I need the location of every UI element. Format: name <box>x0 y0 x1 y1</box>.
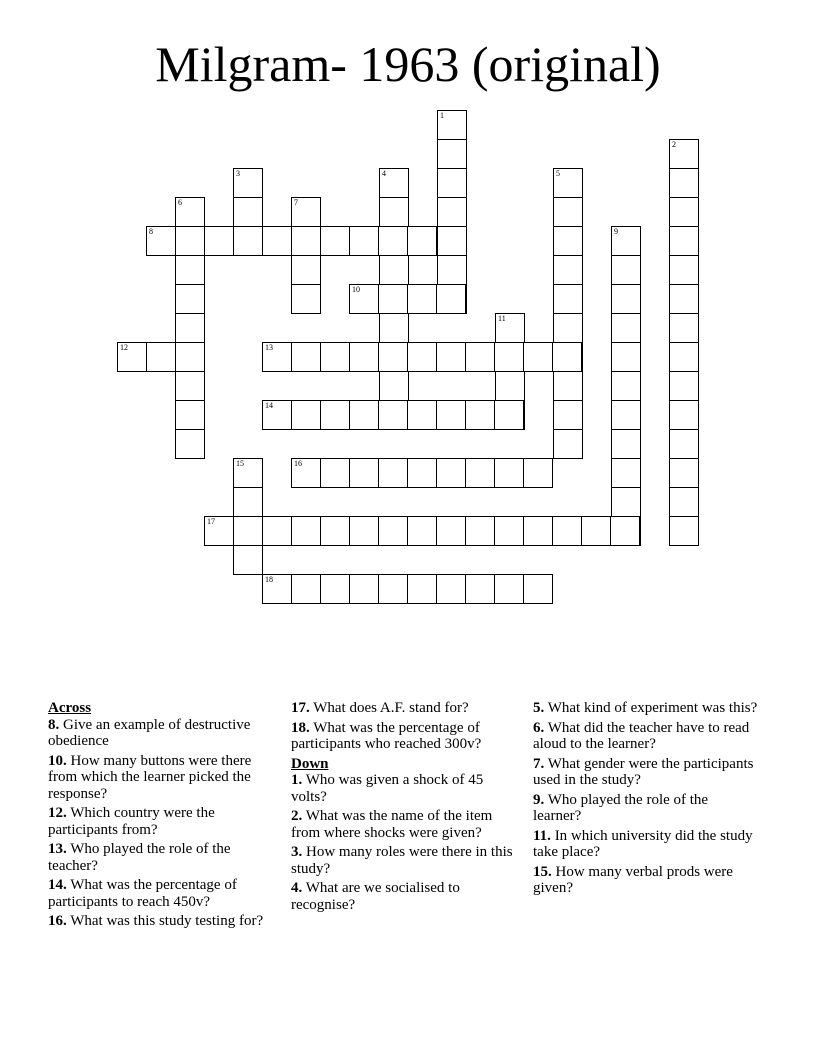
grid-cell[interactable] <box>262 226 292 256</box>
grid-cell[interactable] <box>407 516 437 546</box>
grid-cell[interactable] <box>378 226 408 256</box>
clue-label: 7. <box>533 755 545 772</box>
grid-cell[interactable] <box>436 574 466 604</box>
grid-cell[interactable] <box>291 284 321 314</box>
clue-label: 10. <box>48 752 67 769</box>
grid-cell-13[interactable] <box>262 342 292 372</box>
grid-cell[interactable] <box>669 313 699 343</box>
grid-cell[interactable] <box>669 342 699 372</box>
clue-text: What does A.F. stand for? <box>309 700 469 716</box>
grid-cell[interactable] <box>669 255 699 285</box>
grid-cell[interactable] <box>320 516 350 546</box>
grid-cell[interactable] <box>407 400 437 430</box>
grid-cell[interactable] <box>320 458 350 488</box>
clue-text: Who was given a shock of 45 volts? <box>291 772 484 805</box>
grid-cell[interactable] <box>320 574 350 604</box>
grid-cell[interactable] <box>495 371 525 401</box>
clue-label: 13. <box>48 841 67 857</box>
grid-cell[interactable] <box>436 458 466 488</box>
clue-item <box>533 864 758 897</box>
clue-label: 3. <box>291 844 303 860</box>
clue-text: What was the percentage of participants who reached 300v? <box>291 719 482 752</box>
grid-cell[interactable] <box>494 516 524 546</box>
clue-number: 7 <box>294 198 298 207</box>
clue-label: 16. <box>48 913 67 929</box>
grid-cell[interactable] <box>611 371 641 401</box>
clue-number: 11 <box>498 314 506 323</box>
clue-item <box>533 792 758 825</box>
section-heading: Down <box>291 755 329 772</box>
grid-cell[interactable] <box>378 574 408 604</box>
grid-cell[interactable] <box>291 226 321 256</box>
grid-cell[interactable] <box>669 197 699 227</box>
grid-cell[interactable] <box>494 400 524 430</box>
grid-cell[interactable] <box>611 400 641 430</box>
grid-cell[interactable] <box>610 516 640 546</box>
grid-cell[interactable] <box>233 197 263 227</box>
grid-cell[interactable] <box>523 516 553 546</box>
grid-cell[interactable] <box>465 458 495 488</box>
clue-text: What are we socialised to recognise? <box>291 880 460 913</box>
clue-label: 4. <box>291 880 303 896</box>
clue-label: 11. <box>533 827 551 844</box>
grid-cell[interactable] <box>291 400 321 430</box>
grid-cell[interactable] <box>175 313 205 343</box>
clue-label: 1. <box>291 772 303 788</box>
grid-cell[interactable] <box>669 284 699 314</box>
grid-cell-5[interactable] <box>553 168 583 198</box>
clue-number: 2 <box>672 140 676 149</box>
clue-label: 6. <box>533 719 545 736</box>
grid-cell[interactable] <box>611 342 641 372</box>
clue-number: 8 <box>149 227 153 236</box>
grid-cell[interactable] <box>233 226 263 256</box>
grid-cell[interactable] <box>523 574 553 604</box>
grid-cell[interactable] <box>407 574 437 604</box>
grid-cell[interactable] <box>175 284 205 314</box>
clue-item <box>48 805 273 838</box>
grid-cell[interactable] <box>320 342 350 372</box>
clue-item <box>291 808 516 841</box>
clue-item <box>533 828 758 861</box>
clue-number: 14 <box>265 401 273 410</box>
clue-text: What gender were the participants used in the study? <box>533 755 754 788</box>
grid-cell[interactable] <box>494 574 524 604</box>
clue-label: 2. <box>291 808 303 824</box>
puzzle-title: Milgram- 1963 (original) <box>155 36 661 92</box>
clue-item <box>48 913 273 930</box>
clue-item <box>48 717 273 750</box>
grid-cell-6[interactable] <box>175 197 205 227</box>
clue-text: How many roles were there in this study? <box>291 844 513 877</box>
grid-cell[interactable] <box>175 226 205 256</box>
grid-cell[interactable] <box>175 342 205 372</box>
grid-cell[interactable] <box>552 516 582 546</box>
clue-item <box>291 700 516 717</box>
grid-cell[interactable] <box>611 284 641 314</box>
grid-cell-8[interactable] <box>146 226 176 256</box>
grid-cell[interactable] <box>378 342 408 372</box>
grid-cell[interactable] <box>611 487 641 517</box>
clue-label: 12. <box>48 805 67 821</box>
grid-cell[interactable] <box>175 429 205 459</box>
grid-cell[interactable] <box>146 342 176 372</box>
grid-cell[interactable] <box>553 371 583 401</box>
clue-number: 15 <box>236 459 244 468</box>
grid-cell[interactable] <box>436 342 466 372</box>
grid-cell[interactable] <box>291 516 321 546</box>
grid-cell-17[interactable] <box>204 516 234 546</box>
grid-cell-10[interactable] <box>349 284 379 314</box>
grid-cell[interactable] <box>465 400 495 430</box>
grid-cell[interactable] <box>262 516 292 546</box>
grid-cell[interactable] <box>175 255 205 285</box>
clue-text: In which university did the study take place? <box>533 827 753 860</box>
grid-cell-2[interactable] <box>669 139 699 169</box>
grid-cell[interactable] <box>204 226 234 256</box>
grid-cell[interactable] <box>379 371 409 401</box>
clue-item <box>291 880 516 913</box>
grid-cell[interactable] <box>669 458 699 488</box>
grid-cell[interactable] <box>291 574 321 604</box>
clue-label: 18. <box>291 719 310 736</box>
grid-cell[interactable] <box>553 255 583 285</box>
grid-cell[interactable] <box>437 226 467 256</box>
grid-cell[interactable] <box>349 516 379 546</box>
clues-column-3 <box>533 700 758 900</box>
grid-cell[interactable] <box>523 458 553 488</box>
clue-number: 3 <box>236 169 240 178</box>
grid-cell-9[interactable] <box>611 226 641 256</box>
grid-cell[interactable] <box>669 371 699 401</box>
clue-item <box>533 720 758 753</box>
grid-cell[interactable] <box>553 313 583 343</box>
grid-cell[interactable] <box>378 284 408 314</box>
grid-cell[interactable] <box>436 516 466 546</box>
grid-cell[interactable] <box>611 255 641 285</box>
grid-cell[interactable] <box>494 342 524 372</box>
grid-cell[interactable] <box>233 516 263 546</box>
grid-cell[interactable] <box>437 139 467 169</box>
grid-cell[interactable] <box>407 226 437 256</box>
grid-cell-15[interactable] <box>233 458 263 488</box>
grid-cell[interactable] <box>436 400 466 430</box>
section-heading: Across <box>48 700 92 716</box>
grid-cell[interactable] <box>320 226 350 256</box>
grid-cell[interactable] <box>320 400 350 430</box>
grid-cell[interactable] <box>494 458 524 488</box>
grid-cell[interactable] <box>669 487 699 517</box>
clue-number: 5 <box>556 169 560 178</box>
grid-cell[interactable] <box>233 487 263 517</box>
grid-cell[interactable] <box>669 429 699 459</box>
clue-text: What did the teacher have to read aloud to the learner? <box>533 719 750 752</box>
clue-item <box>48 841 273 874</box>
clue-number: 16 <box>294 459 302 468</box>
clue-text: What kind of experiment was this? <box>544 700 758 716</box>
grid-cell[interactable] <box>465 574 495 604</box>
grid-cell[interactable] <box>553 400 583 430</box>
grid-cell[interactable] <box>553 429 583 459</box>
clue-number: 17 <box>207 517 215 526</box>
clue-text: What was the name of the item from where shocks were given? <box>291 808 493 841</box>
clue-label: 5. <box>533 700 545 716</box>
grid-cell-1[interactable] <box>437 110 467 140</box>
clue-number: 10 <box>352 285 360 294</box>
grid-cell[interactable] <box>669 516 699 546</box>
grid-cell[interactable] <box>611 429 641 459</box>
grid-cell[interactable] <box>669 226 699 256</box>
clues-column-2 <box>291 700 516 916</box>
clue-text: Give an example of destructive obedience <box>48 716 251 749</box>
grid-cell[interactable] <box>552 342 582 372</box>
grid-cell[interactable] <box>379 197 409 227</box>
clue-number: 1 <box>440 111 444 120</box>
grid-cell[interactable] <box>611 313 641 343</box>
grid-cell[interactable] <box>379 313 409 343</box>
grid-cell[interactable] <box>349 574 379 604</box>
clue-item <box>291 720 516 753</box>
grid-cell[interactable] <box>233 545 263 575</box>
clue-text: What was this study testing for? <box>66 913 264 929</box>
clue-item <box>291 772 516 805</box>
clue-item <box>48 753 273 803</box>
clue-number: 13 <box>265 343 273 352</box>
grid-cell[interactable] <box>553 284 583 314</box>
grid-cell[interactable] <box>437 168 467 198</box>
grid-cell[interactable] <box>175 400 205 430</box>
grid-cell[interactable] <box>523 342 553 372</box>
clue-number: 18 <box>265 575 273 584</box>
grid-cell-12[interactable] <box>117 342 147 372</box>
grid-cell-16[interactable] <box>291 458 321 488</box>
grid-cell[interactable] <box>291 255 321 285</box>
clue-label: 8. <box>48 716 60 733</box>
grid-cell-7[interactable] <box>291 197 321 227</box>
grid-cell[interactable] <box>669 400 699 430</box>
grid-cell[interactable] <box>407 284 437 314</box>
grid-cell[interactable] <box>581 516 611 546</box>
clue-label: 15. <box>533 863 552 880</box>
grid-cell[interactable] <box>465 516 495 546</box>
grid-cell-18[interactable] <box>262 574 292 604</box>
clue-text: Which country were the participants from? <box>48 805 215 838</box>
clues-column-1 <box>48 700 273 933</box>
clue-label: 9. <box>533 791 545 808</box>
grid-cell[interactable] <box>465 342 495 372</box>
clue-item <box>533 700 758 717</box>
clue-text: How many verbal prods were given? <box>533 863 733 896</box>
grid-cell[interactable] <box>437 197 467 227</box>
grid-cell[interactable] <box>379 255 409 285</box>
grid-cell[interactable] <box>407 342 437 372</box>
grid-cell-3[interactable] <box>233 168 263 198</box>
clue-number: 9 <box>614 227 618 236</box>
clue-text: Who played the role of the teacher? <box>48 841 231 874</box>
grid-cell[interactable] <box>175 371 205 401</box>
grid-cell[interactable] <box>291 342 321 372</box>
grid-cell[interactable] <box>349 458 379 488</box>
grid-cell[interactable] <box>378 458 408 488</box>
grid-cell[interactable] <box>378 516 408 546</box>
clue-item <box>533 756 758 789</box>
clue-item <box>291 844 516 877</box>
clue-number: 12 <box>120 343 128 352</box>
grid-cell[interactable] <box>436 284 466 314</box>
grid-cell[interactable] <box>349 342 379 372</box>
clue-number: 6 <box>178 198 182 207</box>
grid-cell-4[interactable] <box>379 168 409 198</box>
clue-number: 4 <box>382 169 386 178</box>
clue-text: How many buttons were there from which the learner picked the response? <box>48 752 252 802</box>
grid-cell-11[interactable] <box>495 313 525 343</box>
grid-cell-14[interactable] <box>262 400 292 430</box>
clue-text: Who played the role of the learner? <box>533 791 709 824</box>
grid-cell[interactable] <box>407 458 437 488</box>
grid-cell[interactable] <box>669 168 699 198</box>
grid-cell[interactable] <box>378 400 408 430</box>
clue-label: 17. <box>291 700 310 716</box>
clue-label: 14. <box>48 877 67 893</box>
clue-text: What was the percentage of participants to reach 450v? <box>48 877 237 910</box>
grid-cell[interactable] <box>553 197 583 227</box>
clue-item <box>48 877 273 910</box>
grid-cell[interactable] <box>349 400 379 430</box>
grid-cell[interactable] <box>553 226 583 256</box>
grid-cell[interactable] <box>611 458 641 488</box>
grid-cell[interactable] <box>349 226 379 256</box>
grid-cell[interactable] <box>437 255 467 285</box>
